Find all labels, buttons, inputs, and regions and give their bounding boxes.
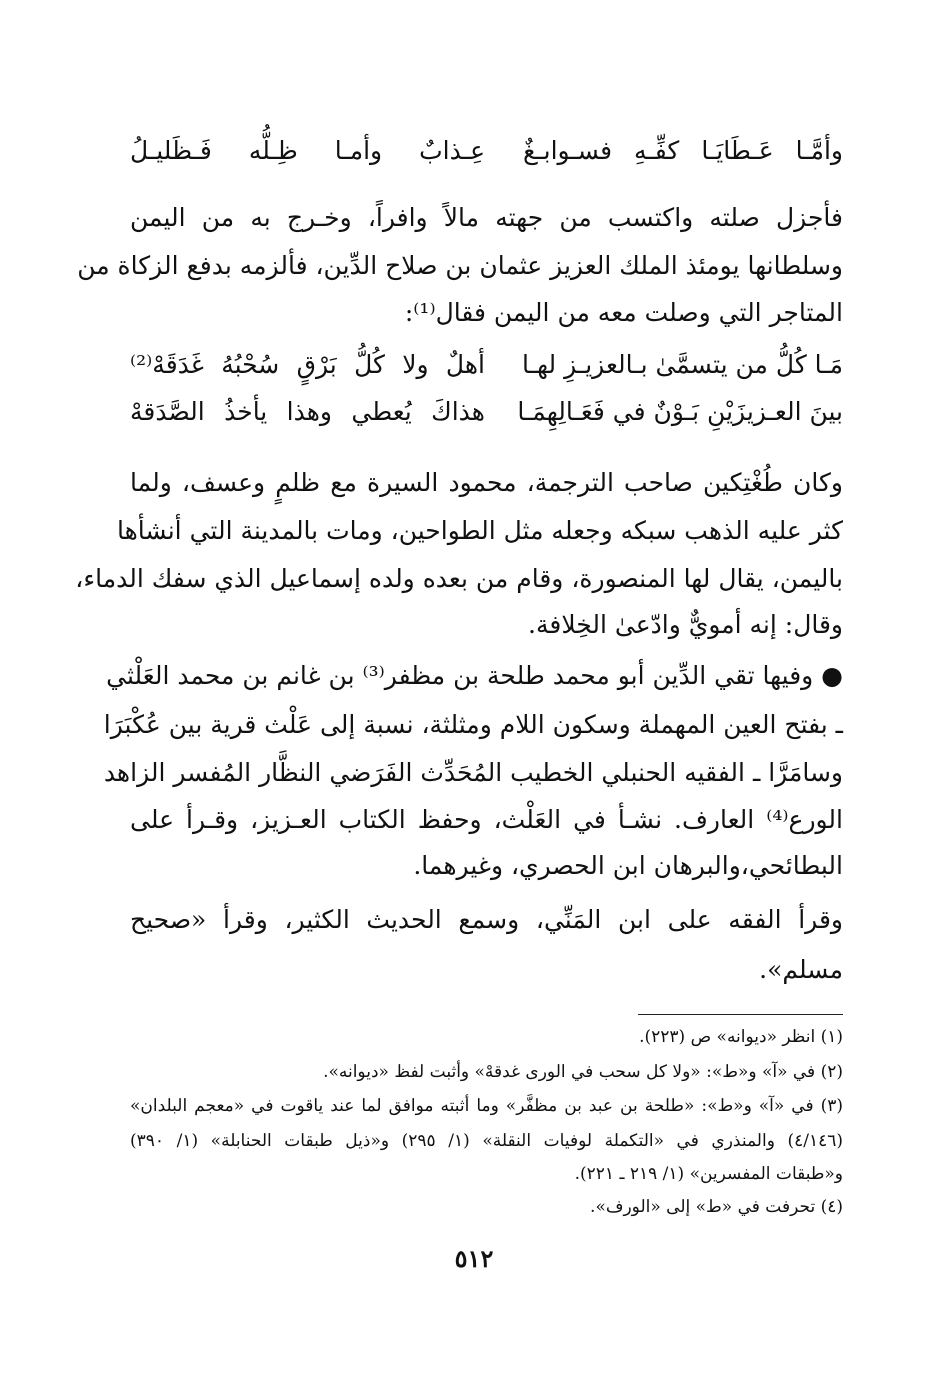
footnote-3-line-1: (٣) في «آ» و«ط»: «طلحة بن عبد بن مظفَّر» وما أثبته موافق لما عند ياقوت في «معجم البلدان» — [130, 1096, 843, 1116]
footnote-1: (١) انظر «ديوانه» ص (٢٢٣). — [639, 1027, 843, 1047]
page-number: ٥١٢ — [454, 1244, 494, 1273]
para3-line-5: البطائحي،والبرهان ابن الحصري، وغيرهما. — [413, 851, 843, 880]
para1-line-2: وسلطانها يومئذ الملك العزيز عثمان بن صلاح الدِّين، فألزمه بدفع الزكاة من — [77, 251, 843, 280]
verse2-line1-second-hemistich: أهلٌ ولا كُلُّ بَرْقٍ سُحْبُهُ غَدَقَهْ⁽²⁾ — [130, 350, 485, 379]
para3-line-3: وسامَرَّا ـ الفقيه الحنبلي الخطيب المُحَدِّث الفَرَضي النظَّار المُفسر الزاهد — [103, 758, 843, 787]
footnote-2: (٢) في «آ» و«ط»: «ولا كل سحب في الورى غدقهْ» وأثبت لفظ «ديوانه». — [323, 1062, 843, 1082]
para3-line-4: الورع⁽⁴⁾ العارف. نشـأ في العَلْث، وحفظ الكتاب العـزيز، وقـرأ على — [130, 805, 843, 834]
para2-line-4: وقال: إنه أمويٌّ وادّعىٰ الخِلافة. — [528, 610, 843, 639]
verse2-line1-first-hemistich: مَـا كُلُّ من يتسمَّىٰ بـالعزيـزِ لهـا — [522, 350, 843, 379]
para1-line-1: فأجزل صلته واكتسب من جهته مالاً وافراً، وخـرج به من اليمن — [130, 203, 843, 232]
verse1-first-hemistich: وأمَّـا عَـطَايَـا كفِّـهِ فسـوابـغٌ — [523, 136, 843, 165]
para2-line-1: وكان طُغْتِكين صاحب الترجمة، محمود السيرة مع ظلمٍ وعسف، ولما — [130, 468, 843, 497]
verse2-line2-first-hemistich: بينَ العـزيزَيْنِ بَـوْنٌ في فَعَـالِهِمَـا — [517, 397, 843, 426]
para4-line-1: وقرأ الفقه على ابن المَنِّي، وسمع الحديث الكثير، وقرأ «صحيح — [130, 905, 843, 934]
footnote-3-line-3: و«طبقات المفسرين» (١/ ٢١٩ ـ ٢٢١). — [574, 1164, 843, 1184]
para3-line-1: ● وفيها تقي الدِّين أبو محمد طلحة بن مظفر⁽³⁾ بن غانم بن محمد العَلْثي — [106, 661, 843, 690]
verse1-second-hemistich: عِـذابٌ وأمـا ظِـلُّه فَـظَليـلُ — [130, 136, 485, 165]
footnote-4: (٤) تحرفت في «ط» إلى «الورف». — [590, 1197, 843, 1217]
para3-line-2: ـ بفتح العين المهملة وسكون اللام ومثلثة، نسبة إلى عَلْث قرية بين عُكْبَرَا — [103, 710, 843, 739]
footnote-separator — [638, 1014, 843, 1015]
para2-line-2: كثر عليه الذهب سبكه وجعله مثل الطواحين، ومات بالمدينة التي أنشأها — [117, 516, 843, 545]
para1-line-3: المتاجر التي وصلت معه من اليمن فقال⁽¹⁾: — [404, 298, 843, 327]
verse2-line2-second-hemistich: هذاكَ يُعطي وهذا يأخذُ الصَّدَقهْ — [130, 397, 485, 426]
para4-line-2: مسلم». — [759, 955, 843, 984]
footnote-3-line-2: (٤/١٤٦) والمنذري في «التكملة لوفيات النقلة» (١/ ٢٩٥) و«ذيل طبقات الحنابلة» (١/ ٣٩٠) — [130, 1131, 844, 1151]
para2-line-3: باليمن، يقال لها المنصورة، وقام من بعده ولده إسماعيل الذي سفك الدماء، — [75, 564, 843, 593]
